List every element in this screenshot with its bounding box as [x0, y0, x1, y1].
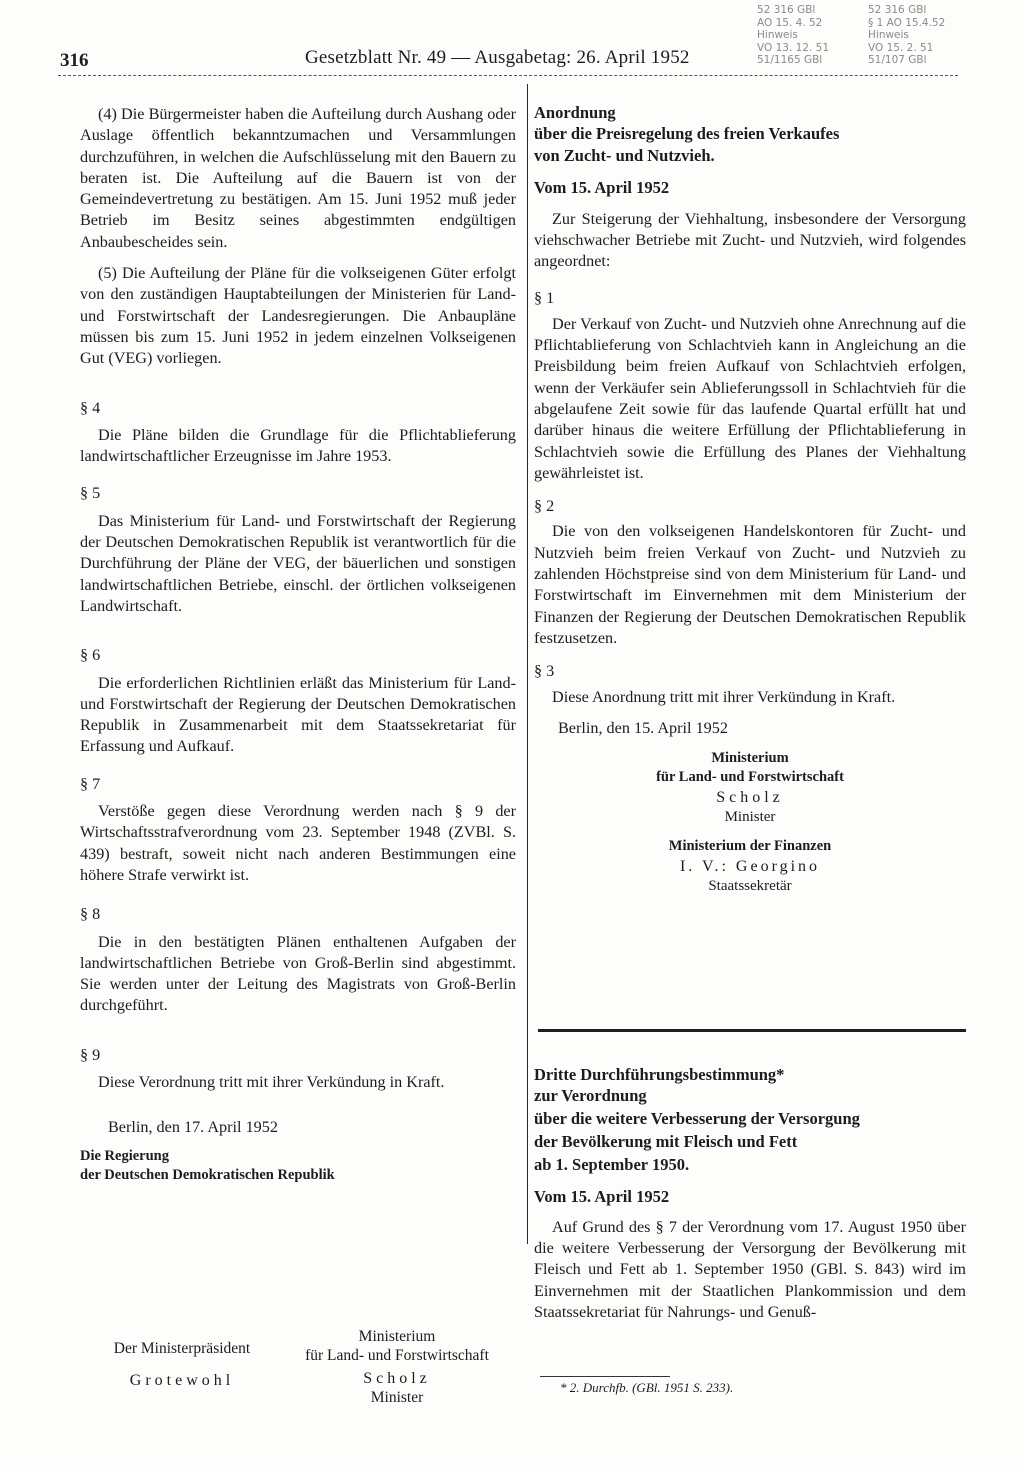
section-8-heading: § 8: [80, 905, 101, 924]
stamp-line: Hinweis: [757, 29, 798, 41]
signature-block-agriculture: [534, 749, 966, 827]
ordinance-subtitle: von Zucht- und Nutzvieh.: [534, 146, 715, 166]
regulation-title: der Bevölkerung mit Fleisch und Fett: [534, 1131, 798, 1151]
section-5-heading: § 5: [80, 484, 101, 503]
place-date: Berlin, den 15. April 1952: [558, 718, 728, 737]
section-9-heading: § 9: [80, 1045, 101, 1064]
column-divider: [527, 84, 528, 1244]
government-line-2: der Deutschen Demokratischen Republik: [80, 1166, 335, 1183]
place-date: Berlin, den 17. April 1952: [108, 1118, 278, 1137]
right-column: [534, 102, 966, 896]
regulation-title: ab 1. September 1950.: [534, 1154, 690, 1174]
footnote: * 2. Durchfb. (GBl. 1951 S. 233).: [560, 1380, 734, 1395]
section-5-text: Das Ministerium für Land- und Forstwirtschaft der Regierung der Deutschen Demokratischen Republik ist verantwortlich für die Durchführung der Pläne der VEG, der bäuerlichen und sonstigen landwirtschaftlichen Betriebe, einschl. der örtlichen volkseigenen Landwirtschaft.: [80, 511, 516, 615]
left-column: [80, 104, 516, 1185]
stamp-line: Hinweis: [868, 29, 909, 41]
regulation-date: Vom 15. April 1952: [534, 1186, 670, 1206]
signature-block-finance: [534, 837, 966, 896]
signature-role: Der Ministerpräsident: [113, 1340, 251, 1357]
stamp-line: 52 316 GBl: [757, 4, 816, 16]
paragraph-5: (5) Die Aufteilung der Pläne für die volkseigenen Güter erfolgt von den zuständigen Hauptabteilungen der Ministerien für Land- und Forstwirtschaft der Landesregierungen. Die Anbaupläne müssen bis zum 15. Juni 1952 in jedem einzelnen Volkseigenen Gut (VEG) vorliegen.: [80, 264, 516, 368]
stamp-line: 51/1165 GBl: [757, 54, 823, 66]
stamp-line: § 1 AO 15.4.52: [868, 16, 946, 29]
signature-role: Ministerium: [711, 750, 789, 767]
stamp-line: VO 13. 12. 51: [757, 41, 830, 54]
signature-role: für Land- und Forstwirtschaft: [305, 1347, 489, 1364]
signature-title: Minister: [724, 809, 776, 826]
section-7-heading: § 7: [80, 774, 101, 793]
ordinance-intro: Zur Steigerung der Viehhaltung, insbesondere der Versorgung viehschwacher Betriebe mit Zucht- und Nutzvieh, wird folgendes angeordnet:: [534, 209, 966, 271]
signature-minister-agriculture: [272, 1327, 522, 1407]
section-6-text: Die erforderlichen Richtlinien erläßt das Ministerium für Land- und Forstwirtschaft der Regierung der Deutschen Demokratischen Republik in Zusammenarbeit mit dem Staatssekretariat für Erfassung und Aufkauf.: [80, 673, 516, 756]
section-2-text: Die von den volkseigenen Handelskontoren für Zucht- und Nutzvieh beim freien Verkauf von Zucht- und Nutzvieh zu zahlenden Höchstpreise sind von dem Ministerium für Land- und Forstwirtschaft im Einvernehmen mit dem Ministerium der Finanzen der Regierung der Deutschen Demokratischen Republik festzusetzen.: [534, 522, 966, 647]
signature-title: Staatssekretär: [708, 878, 792, 895]
signature-name: Scholz: [363, 1370, 431, 1387]
government-line-1: Die Regierung: [80, 1147, 169, 1164]
stamp-line: VO 15. 2. 51: [868, 41, 934, 54]
archive-stamp-1: [757, 4, 829, 67]
section-2-heading: § 2: [534, 497, 555, 516]
stamp-line: 51/107 GBl: [868, 54, 927, 66]
archive-stamp-2: [868, 4, 945, 67]
page-header-title: Gesetzblatt Nr. 49 — Ausgabetag: 26. April 1952: [305, 47, 690, 68]
section-4-text: Die Pläne bilden die Grundlage für die Pflichtablieferung landwirtschaftlicher Erzeugnisse im Jahre 1953.: [80, 425, 516, 466]
section-3-text: Diese Anordnung tritt mit ihrer Verkündung in Kraft.: [552, 687, 896, 706]
regulation-title: Dritte Durchführungsbestimmung*: [534, 1065, 785, 1084]
signature-name: Scholz: [716, 789, 784, 807]
footnote-rule: [540, 1376, 670, 1377]
section-1-heading: § 1: [534, 289, 555, 308]
page-number: 316: [60, 50, 89, 71]
ordinance-subtitle: über die Preisregelung des freien Verkaufes: [534, 124, 840, 144]
stamp-line: 52 316 GBl: [868, 4, 927, 16]
section-8-text: Die in den bestätigten Plänen enthaltenen Aufgaben der landwirtschaftlichen Betriebe von Groß-Berlin sind abgestimmt. Sie werden unter der Leitung des Magistrats von Groß-Berlin durchgeführt.: [80, 932, 516, 1015]
regulation-title: über die weitere Verbesserung der Versorgung: [534, 1108, 860, 1128]
regulation-title: zur Verordnung: [534, 1086, 647, 1106]
ordinance-title: Anordnung: [534, 103, 616, 122]
signature-name: Grotewohl: [129, 1372, 235, 1389]
stamp-line: AO 15. 4. 52: [757, 16, 823, 29]
section-7-text: Verstöße gegen diese Verordnung werden nach § 9 der Wirtschaftsstrafverordnung vom 23. September 1948 (ZVBl. S. 439) bestraft, soweit nicht nach anderen Bestimmungen eine höhere Strafe verwirkt ist.: [80, 802, 516, 884]
implementing-regulation: [534, 1064, 966, 1323]
signature-role: Ministerium der Finanzen: [668, 838, 832, 855]
signature-name: I. V.: Georgino: [679, 858, 821, 876]
paragraph-4: (4) Die Bürgermeister haben die Aufteilung durch Aushang oder Auslage öffentlich bekanntzumachen und Versammlungen durchzuführen, in welchen die Aufschlüsselung mit den Bauern zu beraten ist. Die Aufteilung auf die Bauern ist von der Gemeindevertretung zu bestätigen. Am 15. Juni 1952 muß jeder Betrieb im Besitz seines abgestimmten endgültigen Anbaubescheides sein.: [80, 105, 516, 251]
section-9-text: Diese Verordnung tritt mit ihrer Verkündung in Kraft.: [98, 1072, 445, 1091]
section-3-heading: § 3: [534, 662, 555, 681]
signature-role: Ministerium: [358, 1328, 436, 1345]
ordinance-date: Vom 15. April 1952: [534, 178, 670, 198]
section-separator-rule: [538, 1029, 966, 1032]
regulation-text: Auf Grund des § 7 der Verordnung vom 17. August 1950 über die weitere Verbesserung der Versorgung der Bevölkerung mit Fleisch und Fett ab 1. September 1950 (GBl. S. 843) wird im Einvernehmen mit der Staatlichen Plankommission und dem Staatssekretariat für Nahrungs- und Genuß-: [534, 1217, 966, 1322]
signature-title: Minister: [370, 1389, 424, 1406]
section-4-heading: § 4: [80, 398, 101, 417]
signature-prime-minister: [92, 1327, 272, 1391]
section-1-text: Der Verkauf von Zucht- und Nutzvieh ohne Anrechnung auf die Pflichtablieferung von Schlachtvieh kann in Angleichung an die Preisbildung beim freien Aufkauf von Schlachtvieh erfolgen, wenn der Verkäufer sein Ablieferungssoll in Schlachtvieh für die abgelaufene Zeit sowie für das laufende Quartal erfüllt hat und darüber hinaus die weitere Erfüllung der Pflichtablieferung in Schlachtvieh sowie die Erfüllung des Planes der Viehhaltung gewährleistet ist.: [534, 314, 966, 482]
signature-role: für Land- und Forstwirtschaft: [656, 769, 844, 786]
header-rule: [58, 75, 958, 76]
section-6-heading: § 6: [80, 646, 101, 665]
